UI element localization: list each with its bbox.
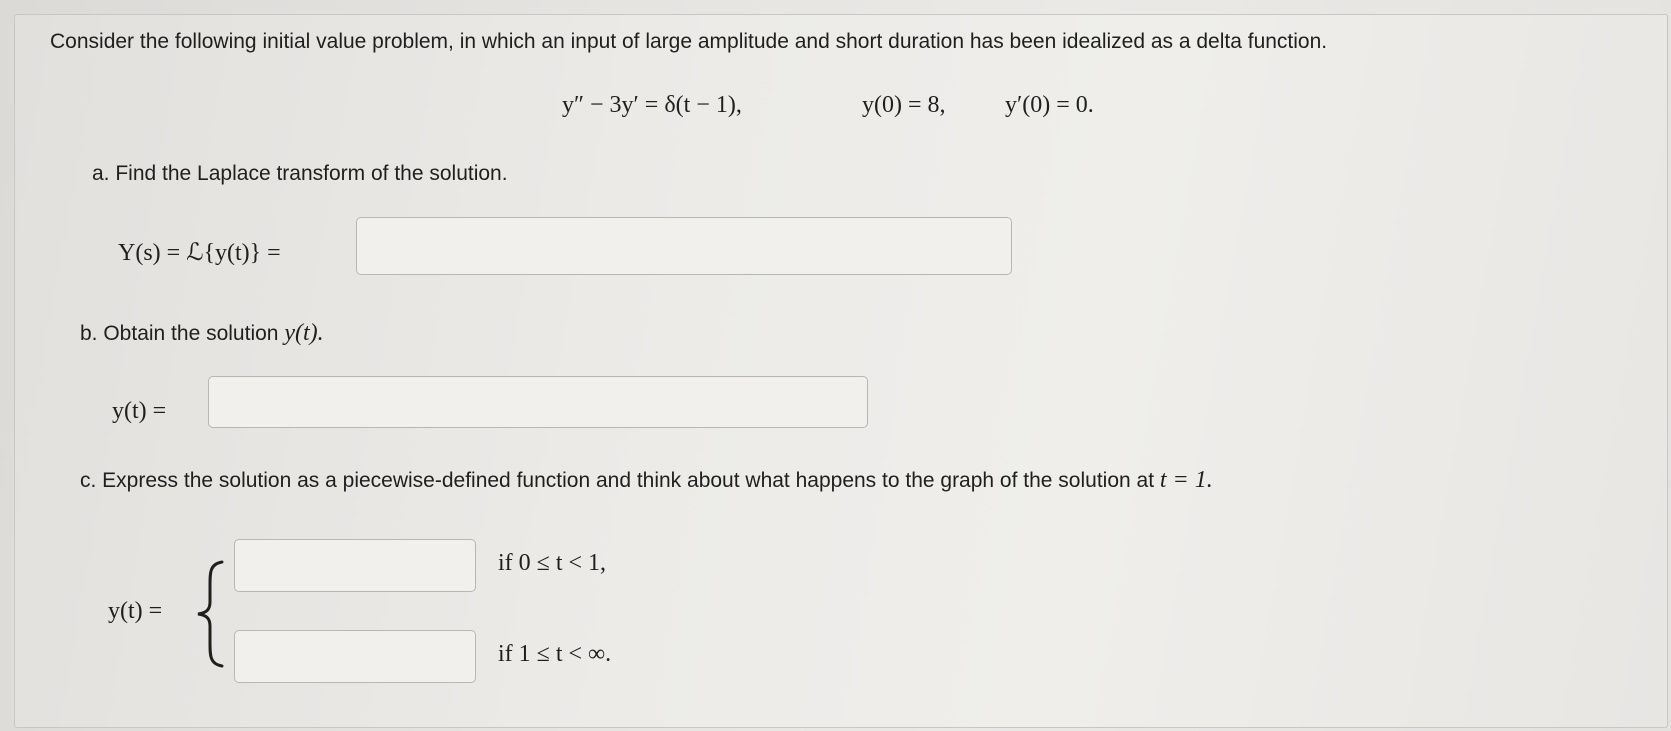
part-a-lhs: Y(s) = ℒ{y(t)} = [118,240,281,266]
part-b-label-text: b. Obtain the solution [80,322,279,345]
part-c-lhs: y(t) = [108,598,163,624]
part-b-label [80,320,324,347]
left-brace-icon [192,558,232,670]
piecewise-case1-input[interactable] [234,539,476,592]
case2-condition: if 1 ≤ t < ∞. [498,641,612,667]
case1-condition: if 0 ≤ t < 1, [498,550,607,576]
part-c-label [80,467,1213,494]
part-a-label: a. Find the Laplace transform of the solution. [92,162,508,185]
laplace-transform-input[interactable] [356,217,1012,275]
part-b-label-math: y(t). [284,320,324,346]
piecewise-case2-input[interactable] [234,630,476,683]
part-b-lhs: y(t) = [112,398,167,424]
part-c-label-math: t = 1. [1159,467,1213,493]
solution-input[interactable] [208,376,868,428]
ode-equation: y″ − 3y′ = δ(t − 1), [562,92,742,118]
initial-condition-y: y(0) = 8, [862,92,946,118]
initial-condition-yprime: y′(0) = 0. [1005,92,1094,118]
problem-intro: Consider the following initial value problem, in which an input of large amplitude and short duration has been idealized as a delta function. [50,30,1328,53]
part-c-label-text: c. Express the solution as a piecewise-defined function and think about what happens to the graph of the solution at [80,469,1155,492]
question-card [14,14,1668,728]
